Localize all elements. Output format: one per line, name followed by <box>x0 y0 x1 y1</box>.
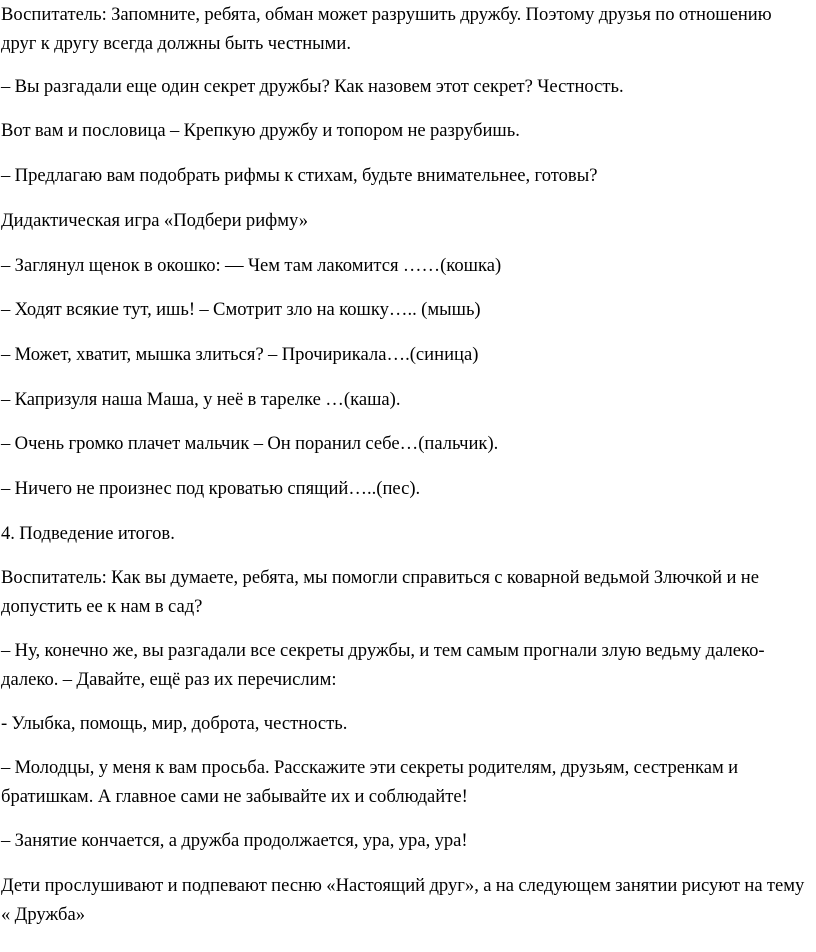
paragraph-rhyme-dog: – Ничего не произнес под кроватью спящий…..(пес). <box>1 478 421 499</box>
paragraph-proverb: Вот вам и пословица – Крепкую дружбу и топором не разрубишь. <box>1 120 520 141</box>
paragraph-request: – Молодцы, у меня к вам просьба. Расскажите эти секреты родителям, друзьям, сестренкам и братишкам. А главное сами не забывайте их и соблюдайте! <box>1 757 739 807</box>
paragraph-secrets-revealed: – Ну, конечно же, вы разгадали все секреты дружбы, и тем самым прогнали злую ведьму далеко-далеко. – Давайте, ещё раз их перечислим: <box>1 640 765 690</box>
paragraph-lesson-ends: – Занятие кончается, а дружба продолжается, ура, ура, ура! <box>1 830 468 851</box>
paragraph-rhyme-porridge: – Капризуля наша Маша, у неё в тарелке …(каша). <box>1 389 401 410</box>
paragraph-rhyme-titmouse: – Может, хватит, мышка злиться? – Прочирикала….(синица) <box>1 344 479 365</box>
paragraph-rhyme-kitten: – Заглянул щенок в окошко: — Чем там лакомится ……(кошка) <box>1 255 502 276</box>
paragraph-rhyme-mouse: – Ходят всякие тут, ишь! – Смотрит зло на кошку….. (мышь) <box>1 299 481 320</box>
paragraph-rhyme-offer: – Предлагаю вам подобрать рифмы к стихам, будьте внимательнее, готовы? <box>1 165 598 186</box>
paragraph-teacher-question: Воспитатель: Как вы думаете, ребята, мы помогли справиться с коварной ведьмой Злючкой и не допустить ее к нам в сад? <box>1 567 759 617</box>
paragraph-secrets-list: - Улыбка, помощь, мир, доброта, честность. <box>1 713 348 734</box>
paragraph-rhyme-finger: – Очень громко плачет мальчик – Он поранил себе…(пальчик). <box>1 433 499 454</box>
paragraph-song-and-drawing: Дети прослушивают и подпевают песню «Настоящий друг», а на следующем занятии рисуют на тему « Дружба» <box>1 875 805 925</box>
paragraph-teacher-deception: Воспитатель: Запомните, ребята, обман может разрушить дружбу. Поэтому друзья по отношению друг к другу всегда должны быть честными. <box>1 4 772 54</box>
paragraph-summary-heading: 4. Подведение итогов. <box>1 523 175 544</box>
paragraph-friendship-secret: – Вы разгадали еще один секрет дружбы? Как назовем этот секрет? Честность. <box>1 76 624 97</box>
paragraph-game-title: Дидактическая игра «Подбери рифму» <box>1 210 309 231</box>
